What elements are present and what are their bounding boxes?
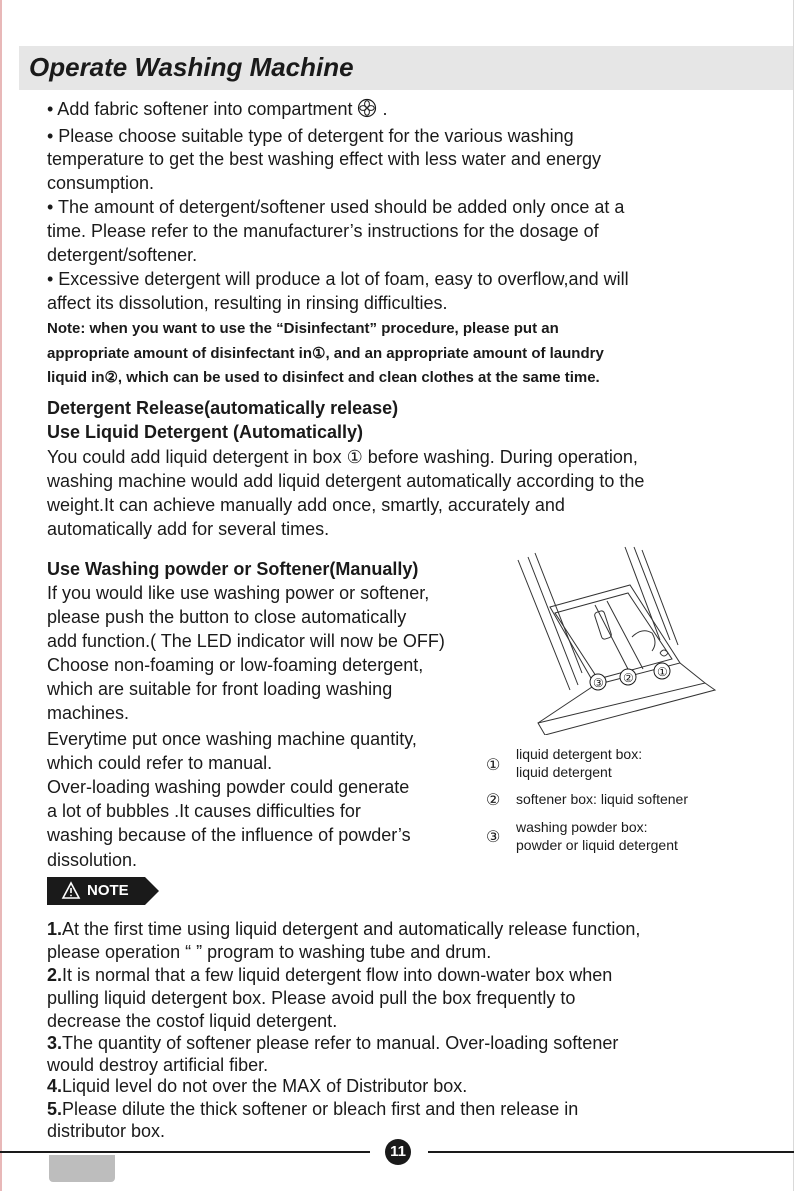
diagram-label-2: ② <box>623 671 634 685</box>
note-number: 2. <box>47 965 63 985</box>
legend-item-1-line-2: liquid detergent <box>516 764 612 780</box>
note-item-5-line-2 <box>47 1119 165 1143</box>
note-text: pulling liquid detergent box. Please avoid pull the box frequently to <box>47 988 576 1008</box>
dispenser-drawer-illustration <box>510 545 725 735</box>
note-item-1-line-2 <box>47 940 491 964</box>
powder-line: If you would like use washing power or softener, <box>47 583 430 603</box>
legend-item-3-line-1: washing powder box: <box>516 819 648 835</box>
note-number: 3. <box>47 1033 63 1053</box>
powder-line: a lot of bubbles .It causes difficulties for <box>47 801 361 821</box>
note-text: Please dilute the thick softener or bleach first and then release in <box>62 1099 579 1119</box>
intro-line-1-text: • Add fabric softener into compartment <box>47 99 353 119</box>
powder-line: Everytime put once washing machine quantity, <box>47 729 417 749</box>
intro-line-5: • The amount of detergent/softener used should be added only once at a <box>47 197 625 217</box>
powder-line: please push the button to close automatically <box>47 607 407 627</box>
legend-item-1-line-1: liquid detergent box: <box>516 746 643 762</box>
legend-num-2: ② <box>486 792 501 809</box>
note-text: It is normal that a few liquid detergent flow into down-water box when <box>62 965 613 985</box>
legend-item-2-line-1: softener box: liquid softener <box>516 791 688 807</box>
powder-line: Over-loading washing powder could generate <box>47 777 410 797</box>
powder-line: which are suitable for front loading washing <box>47 679 393 699</box>
note-item-2-line-2 <box>47 986 575 1010</box>
note-tag <box>47 877 159 910</box>
liquid-line-3: weight.It can achieve manually add once, smartly, accurately and <box>47 495 565 515</box>
note-number: 4. <box>47 1076 63 1096</box>
softener-compartment-icon <box>357 98 377 124</box>
note-text: The quantity of softener please refer to manual. Over-loading softener <box>62 1033 619 1053</box>
note-item-4-line-1 <box>47 1074 467 1098</box>
note-item-2-line-1 <box>47 963 612 987</box>
section-heading-liquid-detergent: Use Liquid Detergent (Automatically) <box>47 422 364 442</box>
intro-line-1 <box>47 97 388 124</box>
page-number: 11 <box>385 1139 411 1165</box>
page-title: Operate Washing Machine <box>29 52 354 82</box>
note-text: would destroy artificial fiber. <box>47 1055 269 1075</box>
powder-line: add function.( The LED indicator will now be OFF) <box>47 631 445 651</box>
liquid-line-1: You could add liquid detergent in box ① before washing. During operation, <box>47 447 638 467</box>
page-tab <box>49 1155 115 1182</box>
liquid-line-4: automatically add for several times. <box>47 519 330 539</box>
intro-line-6: time. Please refer to the manufacturer’s instructions for the dosage of <box>47 221 599 241</box>
note-item-2-line-3 <box>47 1009 337 1033</box>
intro-line-1-end: . <box>377 99 388 119</box>
note-number: 5. <box>47 1099 63 1119</box>
note-number: 1. <box>47 919 63 939</box>
intro-line-2: • Please choose suitable type of detergent for the various washing <box>47 126 574 146</box>
legend-num-1: ① <box>486 757 501 774</box>
note-item-1-line-1 <box>47 917 640 941</box>
footer-rule-left <box>0 1151 370 1153</box>
legend-num-3: ③ <box>486 829 501 846</box>
legend-item-3-line-2: powder or liquid detergent <box>516 837 678 853</box>
intro-line-4: consumption. <box>47 173 155 193</box>
note-tag-label: NOTE <box>87 882 129 899</box>
powder-line: washing because of the influence of powder’s <box>47 825 411 845</box>
disinfectant-note-line-2: appropriate amount of disinfectant in①, and an appropriate amount of laundry <box>47 345 604 362</box>
section-heading-detergent-release: Detergent Release(automatically release) <box>47 398 399 418</box>
disinfectant-note-line-3: liquid in②, which can be used to disinfect and clean clothes at the same time. <box>47 369 600 386</box>
note-text: Liquid level do not over the MAX of Distributor box. <box>62 1076 468 1096</box>
disinfectant-note-line-1: Note: when you want to use the “Disinfectant” procedure, please put an <box>47 320 559 337</box>
note-text: please operation “ ” program to washing tube and drum. <box>47 942 492 962</box>
powder-line: dissolution. <box>47 850 138 870</box>
intro-line-7: detergent/softener. <box>47 245 198 265</box>
note-text: distributor box. <box>47 1121 166 1141</box>
section-heading-powder-softener: Use Washing powder or Softener(Manually) <box>47 559 419 579</box>
powder-line: machines. <box>47 703 130 723</box>
left-margin-rule <box>0 0 2 1191</box>
footer-rule-right <box>428 1151 794 1153</box>
intro-line-8: • Excessive detergent will produce a lot of foam, easy to overflow,and will <box>47 269 629 289</box>
diagram-label-1: ① <box>657 665 668 679</box>
dispenser-drawer-diagram <box>510 545 725 735</box>
intro-line-3: temperature to get the best washing effect with less water and energy <box>47 149 601 169</box>
note-text: At the first time using liquid detergent and automatically release function, <box>62 919 641 939</box>
diagram-label-3: ③ <box>593 676 604 690</box>
powder-line: which could refer to manual. <box>47 753 273 773</box>
note-item-5-line-1 <box>47 1097 578 1121</box>
intro-line-9: affect its dissolution, resulting in rinsing difficulties. <box>47 293 448 313</box>
note-text: decrease the costof liquid detergent. <box>47 1011 338 1031</box>
note-item-3-line-1 <box>47 1031 618 1055</box>
powder-line: Choose non-foaming or low-foaming detergent, <box>47 655 424 675</box>
liquid-line-2: washing machine would add liquid detergent automatically according to the <box>47 471 645 491</box>
